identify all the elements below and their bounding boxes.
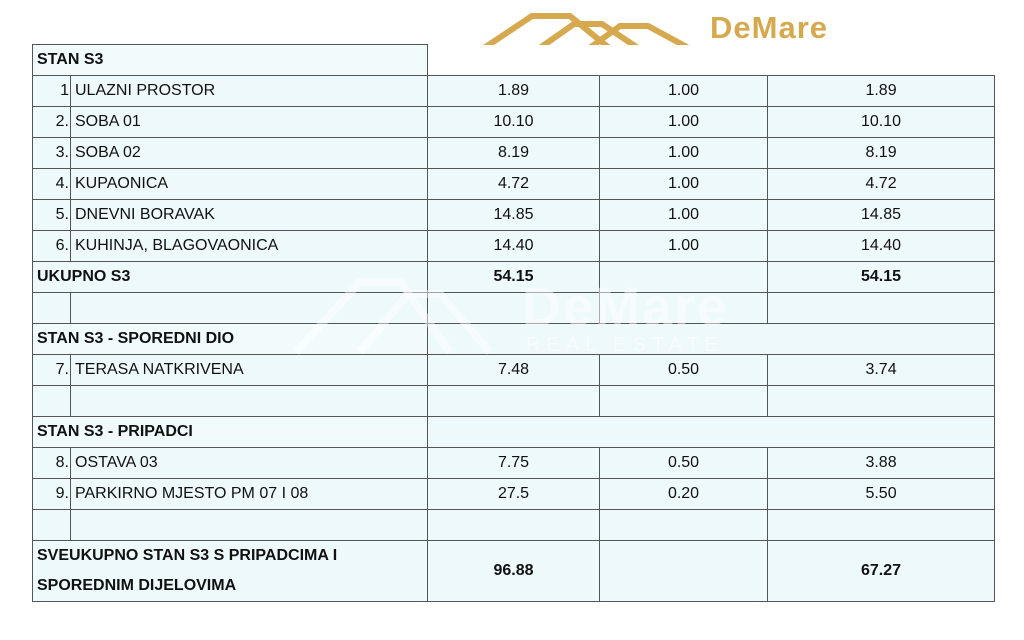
room-coefficient: 0.20 (600, 479, 768, 510)
room-total: 8.19 (768, 138, 995, 169)
row-number: 2. (33, 107, 71, 138)
table-row (33, 200, 995, 231)
sveukupno-area: 96.88 (428, 541, 600, 602)
table-row (33, 107, 995, 138)
room-area: 8.19 (428, 138, 600, 169)
section-header-row (33, 417, 995, 448)
room-total: 3.88 (768, 448, 995, 479)
section-header-row (33, 45, 995, 76)
room-total: 5.50 (768, 479, 995, 510)
row-number: 5. (33, 200, 71, 231)
room-area: 1.89 (428, 76, 600, 107)
room-area: 10.10 (428, 107, 600, 138)
room-name: DNEVNI BORAVAK (71, 200, 428, 231)
room-total: 3.74 (768, 355, 995, 386)
sveukupno-label-line1: SVEUKUPNO STAN S3 S PRIPADCIMA I (37, 547, 338, 564)
row-number: 8. (33, 448, 71, 479)
room-name: SOBA 02 (71, 138, 428, 169)
room-coefficient: 1.00 (600, 200, 768, 231)
ukupno-row (33, 262, 995, 293)
room-total: 14.40 (768, 231, 995, 262)
room-coefficient: 1.00 (600, 107, 768, 138)
table-row (33, 355, 995, 386)
watermark-subtitle: REAL ESTATE (526, 334, 724, 356)
row-number: 6. (33, 231, 71, 262)
empty-row (33, 293, 995, 324)
ukupno-total: 54.15 (768, 262, 995, 293)
empty-row (33, 510, 995, 541)
row-number: 1 (33, 76, 71, 107)
ukupno-area: 54.15 (428, 262, 600, 293)
section-sporedni: STAN S3 - SPOREDNI DIO (33, 324, 428, 355)
room-name: OSTAVA 03 (71, 448, 428, 479)
area-table (32, 44, 995, 602)
table-row (33, 169, 995, 200)
room-coefficient: 1.00 (600, 231, 768, 262)
room-name: ULAZNI PROSTOR (71, 76, 428, 107)
room-name: PARKIRNO MJESTO PM 07 I 08 (71, 479, 428, 510)
room-total: 14.85 (768, 200, 995, 231)
row-number: 9. (33, 479, 71, 510)
room-coefficient: 0.50 (600, 355, 768, 386)
sveukupno-total: 67.27 (768, 541, 995, 602)
room-area: 27.5 (428, 479, 600, 510)
sveukupno-label (33, 541, 428, 602)
room-area: 4.72 (428, 169, 600, 200)
table-row (33, 479, 995, 510)
sveukupno-row (33, 541, 995, 602)
room-name: TERASA NATKRIVENA (71, 355, 428, 386)
room-total: 1.89 (768, 76, 995, 107)
room-coefficient: 0.50 (600, 448, 768, 479)
watermark-brand: DeMare (522, 277, 730, 337)
table-row (33, 231, 995, 262)
room-coefficient: 1.00 (600, 169, 768, 200)
section-stan: STAN S3 (33, 45, 428, 76)
room-total: 4.72 (768, 169, 995, 200)
room-total: 10.10 (768, 107, 995, 138)
room-area: 14.40 (428, 231, 600, 262)
room-name: SOBA 01 (71, 107, 428, 138)
ukupno-label: UKUPNO S3 (33, 262, 428, 293)
room-area: 7.48 (428, 355, 600, 386)
row-number: 3. (33, 138, 71, 169)
room-name: KUHINJA, BLAGOVAONICA (71, 231, 428, 262)
room-name: KUPAONICA (71, 169, 428, 200)
room-coefficient: 1.00 (600, 138, 768, 169)
table-row (33, 138, 995, 169)
empty-row (33, 386, 995, 417)
room-area: 7.75 (428, 448, 600, 479)
section-header-row (33, 324, 995, 355)
section-pripadci: STAN S3 - PRIPADCI (33, 417, 428, 448)
room-coefficient: 1.00 (600, 76, 768, 107)
table-row (33, 76, 995, 107)
table-row (33, 448, 995, 479)
logo-brand: DeMare (710, 10, 828, 45)
row-number: 7. (33, 355, 71, 386)
sveukupno-label-line2: SPOREDNIM DIJELOVIMA (37, 577, 237, 594)
row-number: 4. (33, 169, 71, 200)
room-area: 14.85 (428, 200, 600, 231)
